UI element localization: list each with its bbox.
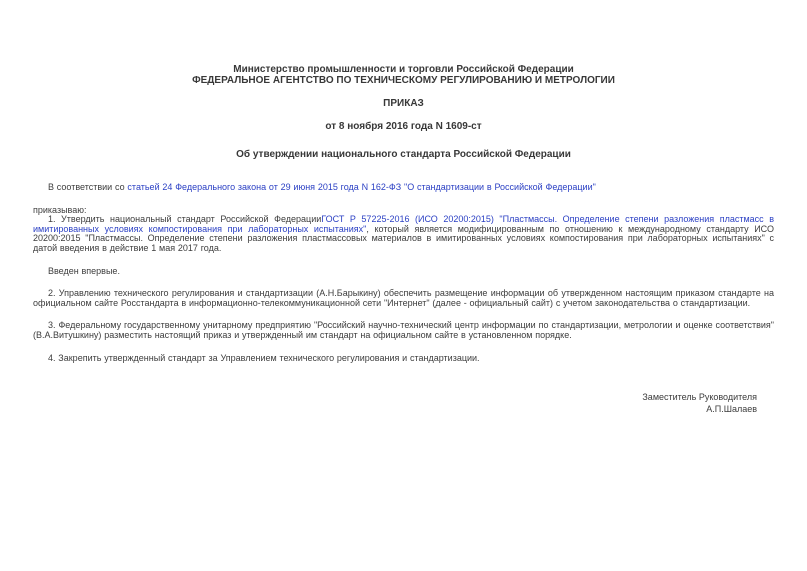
doc-subject-title: Об утверждении национального стандарта Российской Федерации xyxy=(236,149,571,160)
doc-date-number: от 8 ноября 2016 года N 1609-ст xyxy=(325,121,482,132)
ministry-name: Министерство промышленности и торговли Российской Федерации xyxy=(233,64,574,75)
gost-standard-link[interactable]: ГОСТ Р 57225-2016 (ИСО 20200:2015) "Пластмассы. Определение степени разложения пластмасс в имитированных условиях компостирования при лабораторных испытаниях" xyxy=(33,214,774,234)
order-word: приказываю: xyxy=(33,204,87,215)
signer-position: Заместитель Руководителя xyxy=(642,392,757,403)
agency-name: ФЕДЕРАЛЬНОЕ АГЕНТСТВО ПО ТЕХНИЧЕСКОМУ РЕГУЛИРОВАНИЮ И МЕТРОЛОГИИ xyxy=(192,75,615,86)
order-item-2: 2. Управлению технического регулирования и стандартизации (А.Н.Барыкину) обеспечить размещение информации об утвержденном настоящим приказом стандарте на официальном сайте Росстандарта в информационно-телекоммуникационной сети "Интернет" (далее - официальный сайт) с учетом законодательства о стандартизации. xyxy=(33,288,774,308)
doc-type-heading: ПРИКАЗ xyxy=(383,98,424,109)
intro-paragraph xyxy=(33,183,774,193)
order-item-3: 3. Федеральному государственному унитарному предприятию "Российский научно-технический центр информации по стандартизации, метрологии и оценке соответствия" (В.А.Витушкину) разместить настоящий приказ и утвержденный им стандарт на официальном сайте в установленном порядке. xyxy=(33,320,774,340)
item1-text-after-link: , который является модифицированным по отношению к международному стандарту ИСО 20200:2015 "Пластмассы. Определение степени разложения пластмассовых материалов в имитированных условиях компостирования при лабораторных испытаниях" с датой введения в действие 1 мая 2017 года. xyxy=(33,223,774,253)
document-header xyxy=(33,64,774,160)
introduced-note: Введен впервые. xyxy=(48,265,120,276)
intro-text: В соответствии со xyxy=(48,182,128,192)
signer-name: А.П.Шалаев xyxy=(706,403,757,414)
signature-block xyxy=(33,392,774,415)
item1-text-before-link: 1. Утвердить национальный стандарт Российской Федерации xyxy=(48,214,322,225)
federal-law-link[interactable]: статьей 24 Федерального закона от 29 июня 2015 года N 162-ФЗ "О стандартизации в Российской Федерации" xyxy=(127,182,596,192)
order-item-1 xyxy=(33,215,774,253)
order-item-4: 4. Закрепить утвержденный стандарт за Управлением технического регулирования и стандартизации. xyxy=(48,352,480,363)
